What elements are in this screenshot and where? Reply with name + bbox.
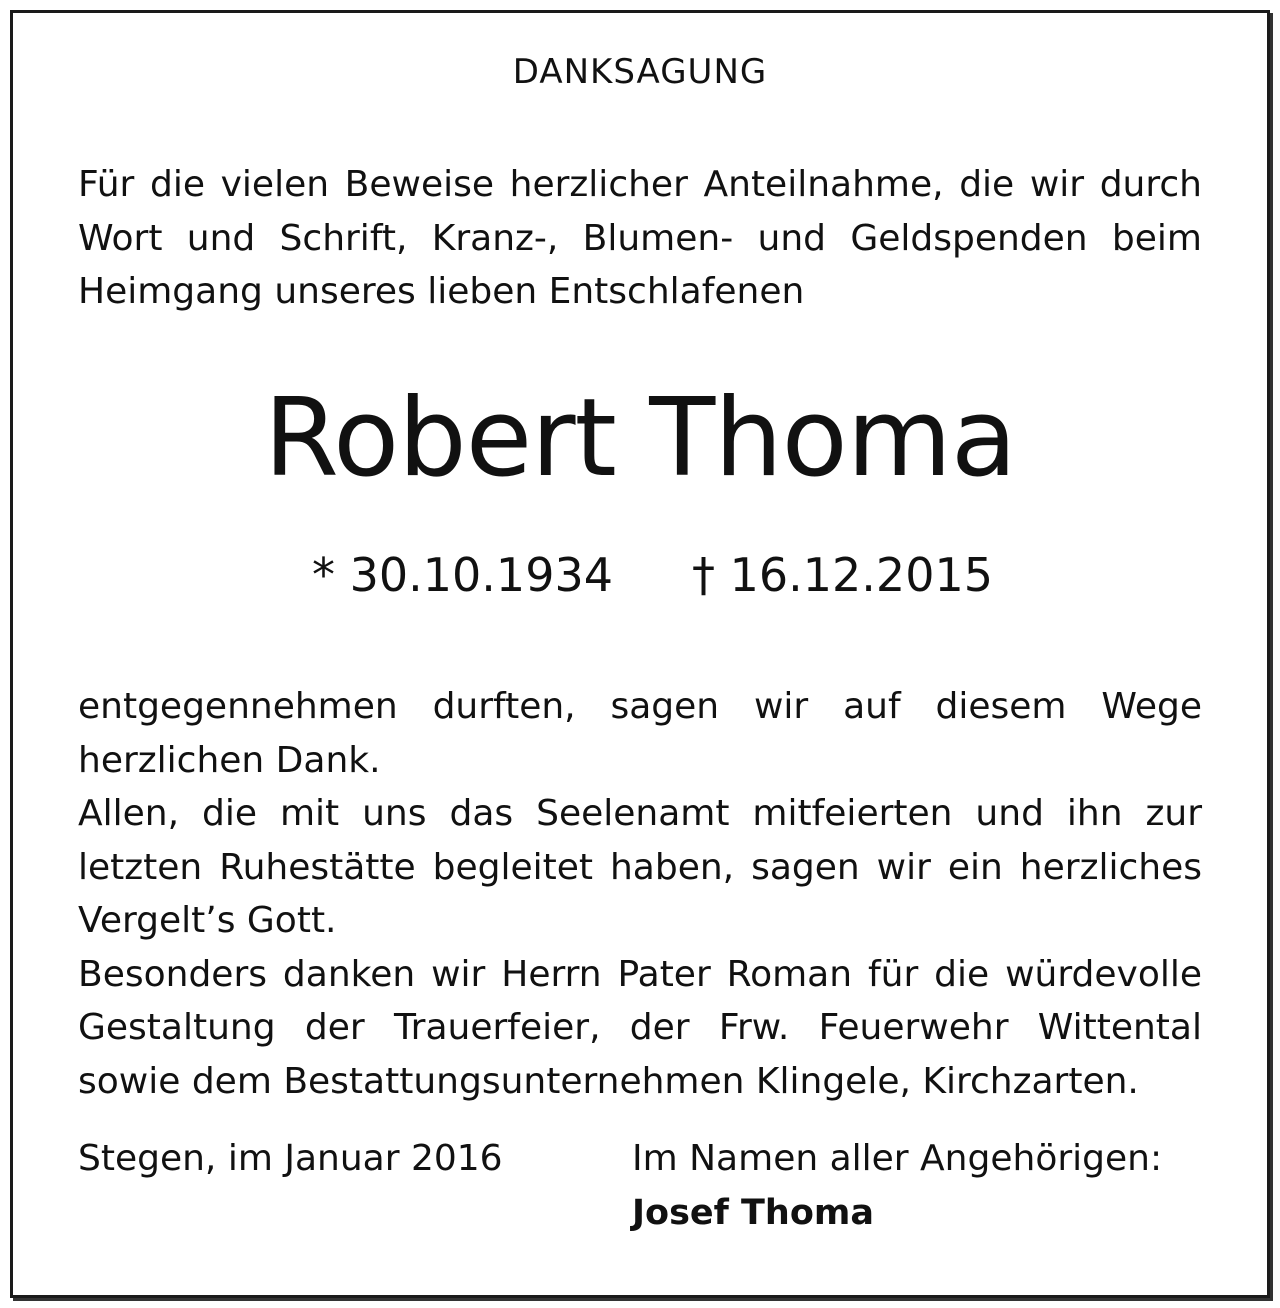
notice-heading: DANKSAGUNG [512,52,768,92]
death-date: † 16.12.2015 [692,548,993,602]
birth-date: * 30.10.1934 [312,548,613,602]
deceased-name: Robert Thoma [263,376,1017,501]
on-behalf-line: Im Namen aller Angehörigen: [632,1138,1163,1179]
signer-name: Josef Thoma [632,1193,874,1233]
body-text [78,680,1202,1108]
body-paragraph: entgegennehmen durften, sagen wir auf diesem Wege herzlichen Dank. [78,686,1202,781]
body-paragraph: Allen, die mit uns das Seelenamt mitfeierten und ihn zur letzten Ruhestätte begleitet haben, sagen wir ein herzliches Vergelt’s Gott. [78,793,1202,941]
place-date: Stegen, im Januar 2016 [78,1138,503,1179]
intro-paragraph: Für die vielen Beweise herzlicher Anteilnahme, die wir durch Wort und Schrift, Kranz-, Blumen- und Geldspenden beim Heimgang unseres lieben Entschlafenen [78,164,1202,312]
body-paragraph: Besonders danken wir Herrn Pater Roman für die würdevolle Gestaltung der Trauerfeier, der Frw. Feuerwehr Wittental sowie dem Bestattungsunternehmen Klingele, Kirchzarten. [78,953,1202,1102]
